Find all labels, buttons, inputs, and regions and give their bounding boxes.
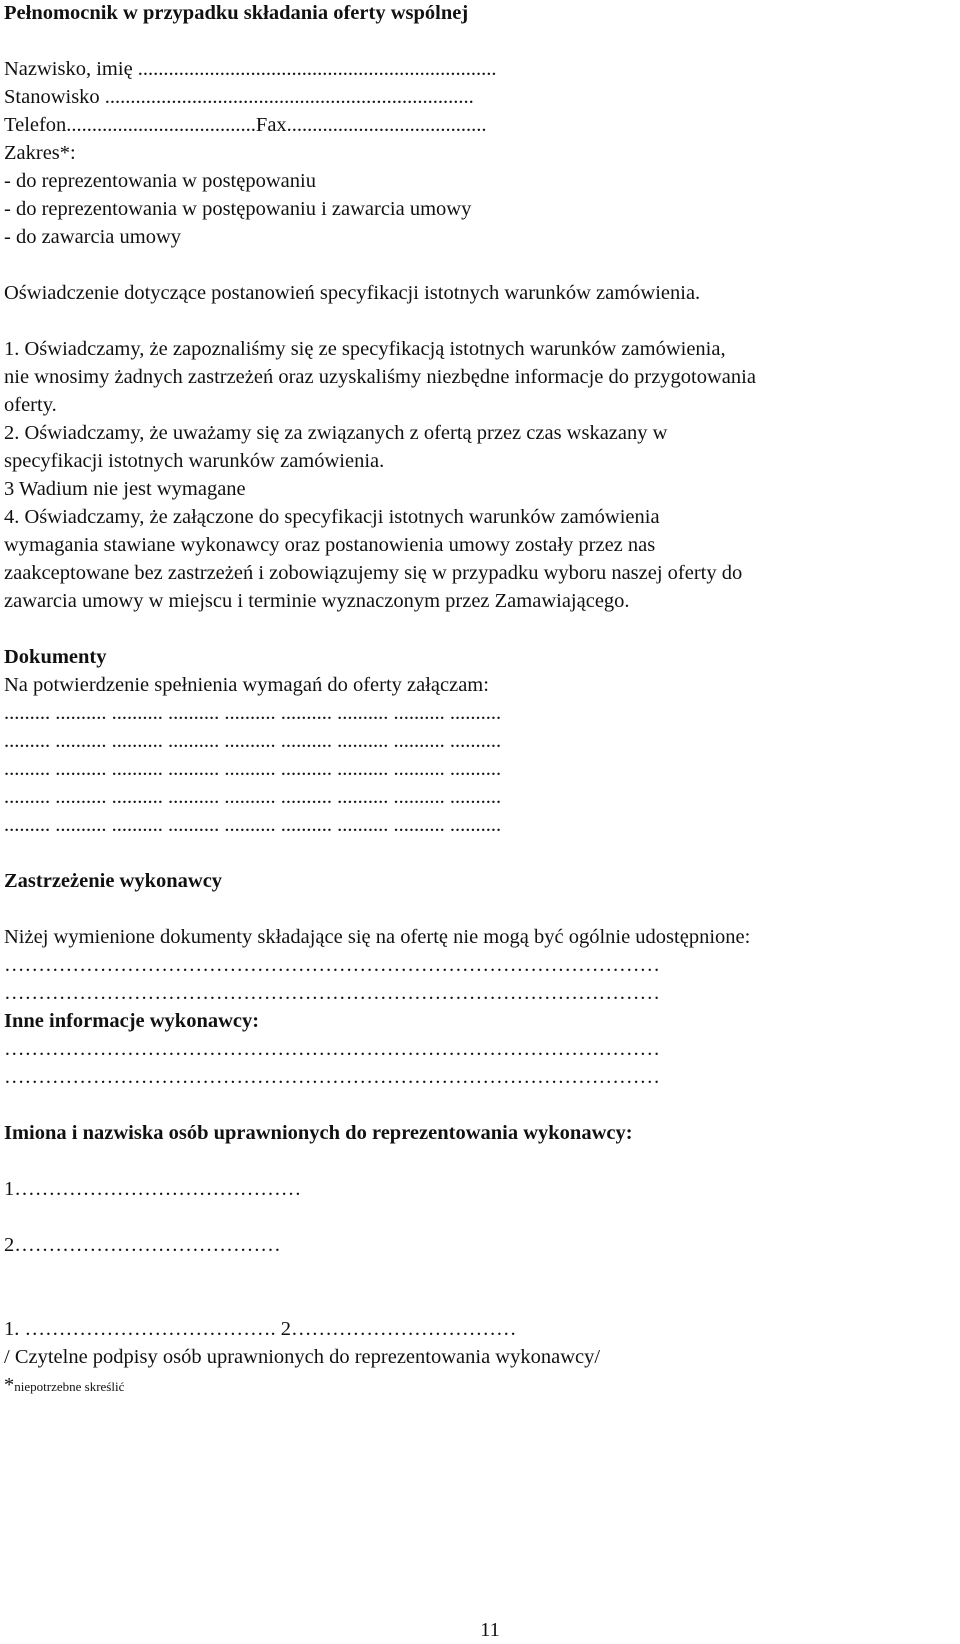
statement-line: 3 Wadium nie jest wymagane [4,478,246,500]
reservation-text: Niżej wymienione dokumenty składające się na ofertę nie mogą być ogólnie udostępnione: [4,926,751,948]
statement-line: zawarcia umowy w miejscu i terminie wyznaczonym przez Zamawiającego. [4,590,630,612]
footnote [4,1371,124,1401]
representative-line: 1…………………………………… [4,1178,302,1200]
field-name: Nazwisko, imię ...................................................................... [4,58,497,80]
statement-line: zaakceptowane bez zastrzeżeń i zobowiązujemy się w przypadku wyboru naszej oferty do [4,562,743,584]
statement-line: 4. Oświadczamy, że załączone do specyfikacji istotnych warunków zamówienia [4,506,660,528]
reservation-heading: Zastrzeżenie wykonawcy [4,870,223,892]
page-number: 11 [480,1619,500,1641]
scope-label: Zakres*: [4,142,76,164]
statement-line: 1. Oświadczamy, że zapoznaliśmy się ze specyfikacją istotnych warunków zamówienia, [4,338,726,360]
documents-heading: Dokumenty [4,646,107,668]
scope-option: - do reprezentowania w postępowaniu i zawarcia umowy [4,198,472,220]
statement-line: 2. Oświadczamy, że uważamy się za związanych z ofertą przez czas wskazany w [4,422,668,444]
field-position: Stanowisko ........................................................................ [4,86,474,108]
other-info-heading: Inne informacje wykonawcy: [4,1010,260,1032]
representative-line: 2………………………………… [4,1234,281,1256]
footnote-text: niepotrzebne skreślić [14,1379,125,1394]
statement-line: oferty. [4,394,57,416]
section-title-pelnomocnik: Pełnomocnik w przypadku składania oferty wspólnej [4,2,469,24]
other-info-dotted-line: …………………………………………………………………………………… [4,1038,660,1060]
footnote-mark: * [4,1374,15,1396]
documents-dotted-line: ......... .......... .......... .......... .......... .......... .......... .......... .......... [4,758,502,780]
representatives-heading: Imiona i nazwiska osób uprawnionych do reprezentowania wykonawcy: [4,1122,633,1144]
documents-dotted-line: ......... .......... .......... .......... .......... .......... .......... .......... .......... [4,730,502,752]
field-phone-fax: Telefon.....................................Fax....................................... [4,114,487,136]
reservation-dotted-line: …………………………………………………………………………………… [4,954,660,976]
signature-caption: / Czytelne podpisy osób uprawnionych do reprezentowania wykonawcy/ [4,1346,601,1368]
signature-line: 1. ………………………………. 2…………………………… [4,1318,517,1340]
statement-line: nie wnosimy żadnych zastrzeżeń oraz uzyskaliśmy niezbędne informacje do przygotowania [4,366,756,388]
statement-line: wymagania stawiane wykonawcy oraz postanowienia umowy zostały przez nas [4,534,656,556]
documents-dotted-line: ......... .......... .......... .......... .......... .......... .......... .......... .......... [4,702,502,724]
scope-option: - do zawarcia umowy [4,226,182,248]
statement-title: Oświadczenie dotyczące postanowień specyfikacji istotnych warunków zamówienia. [4,282,701,304]
scope-option: - do reprezentowania w postępowaniu [4,170,316,192]
reservation-dotted-line: …………………………………………………………………………………… [4,982,660,1004]
documents-dotted-line: ......... .......... .......... .......... .......... .......... .......... .......... .......... [4,814,502,836]
statement-line: specyfikacji istotnych warunków zamówienia. [4,450,385,472]
documents-intro: Na potwierdzenie spełnienia wymagań do oferty załączam: [4,674,489,696]
other-info-dotted-line: …………………………………………………………………………………… [4,1066,660,1088]
documents-dotted-line: ......... .......... .......... .......... .......... .......... .......... .......... .......... [4,786,502,808]
